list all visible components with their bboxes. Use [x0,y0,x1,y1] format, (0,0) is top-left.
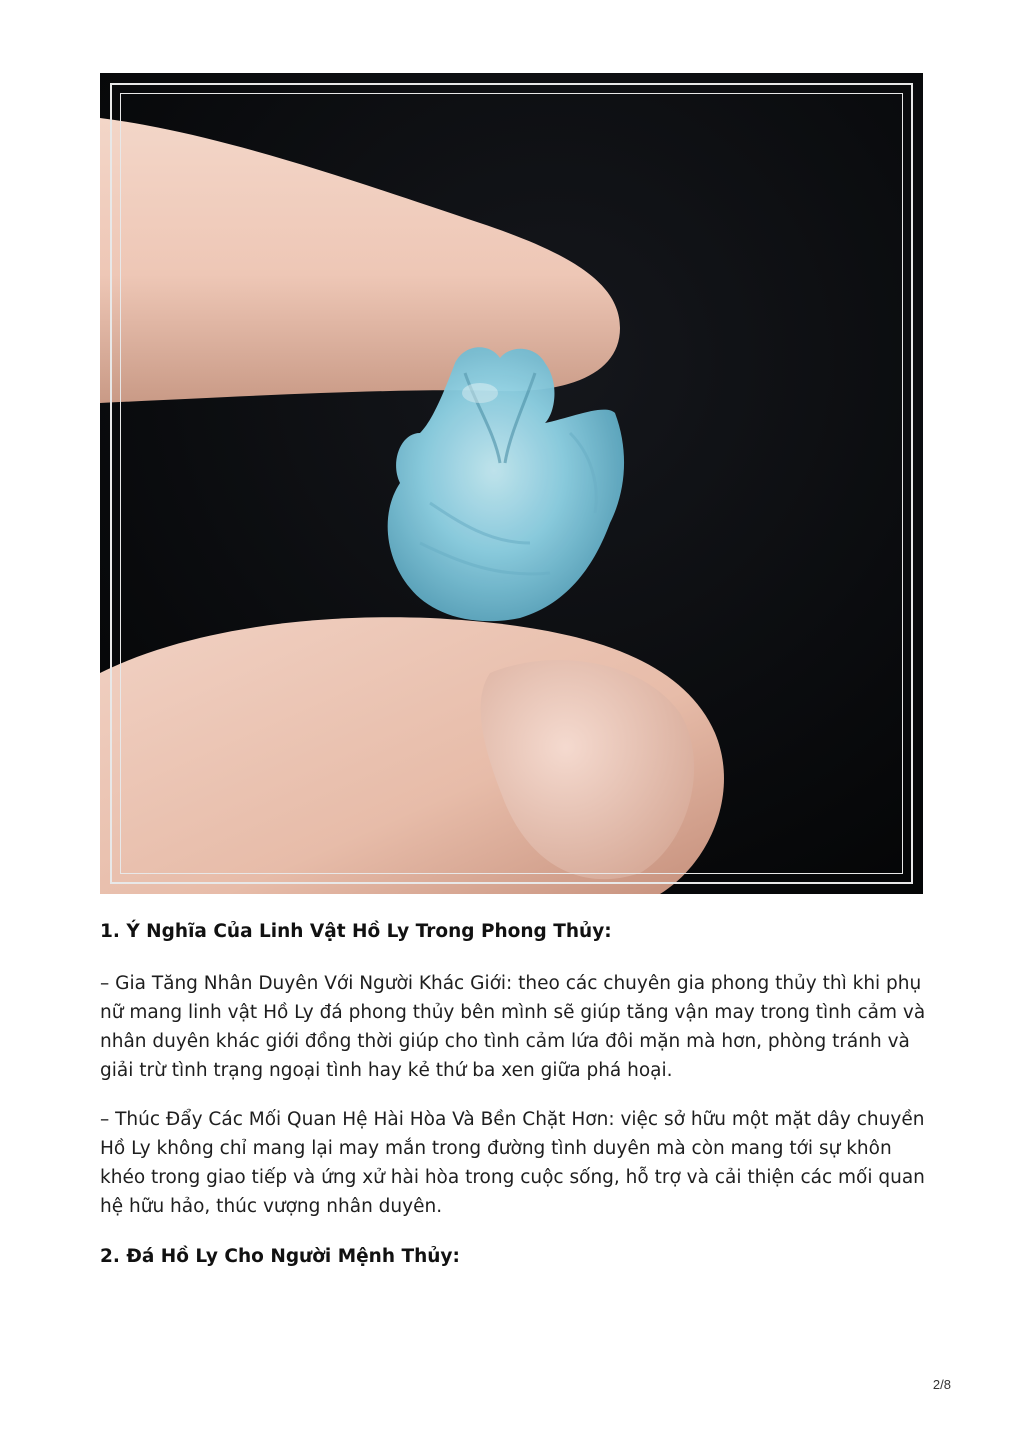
page-number: 2/8 [932,1377,951,1392]
section-heading-2: 2. Đá Hồ Ly Cho Người Mệnh Thủy: [100,1246,460,1267]
product-photo [100,73,923,894]
paragraph-1: – Gia Tăng Nhân Duyên Với Người Khác Giới: theo các chuyên gia phong thủy thì khi phụ nữ mang linh vật Hồ Ly đá phong thủy bên mình sẽ giúp tăng vận may trong tình cảm và nhân duyên khác giới đồng thời giúp cho tình cảm lứa đôi mặn mà hơn, phòng tránh và giải trừ tình trạng ngoại tình hay kẻ thứ ba xen giữa phá hoại. [100,973,926,1081]
section-heading-1: 1. Ý Nghĩa Của Linh Vật Hồ Ly Trong Phong Thủy: [100,921,612,942]
paragraph-2: – Thúc Đẩy Các Mối Quan Hệ Hài Hòa Và Bền Chặt Hơn: việc sở hữu một mặt dây chuyền Hồ Ly không chỉ mang lại may mắn trong đường tình duyên mà còn mang tới sự khôn khéo trong giao tiếp và ứng xử hài hòa trong cuộc sống, hỗ trợ và cải thiện các mối quan hệ hữu hảo, thúc vượng nhân duyên. [100,1109,925,1217]
fox-charm-illustration [100,73,923,894]
